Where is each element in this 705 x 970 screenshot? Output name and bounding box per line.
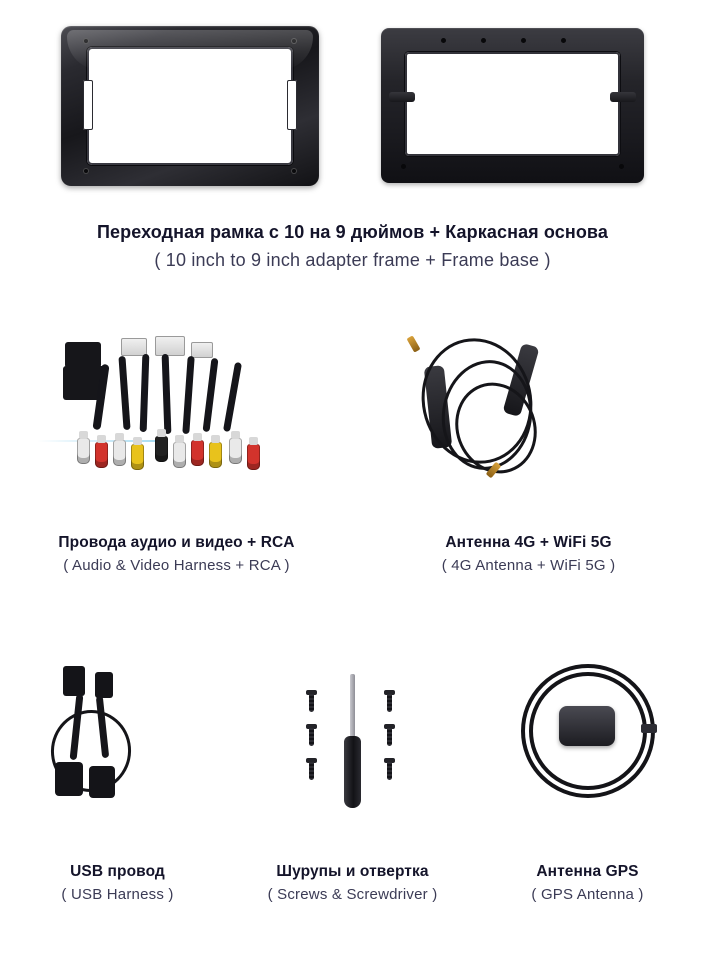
usb-connector-icon [63,666,85,696]
frame-base-hole-icon [441,38,446,43]
gps-antenna-item [470,650,705,905]
rca-plug-red-icon [191,440,204,466]
harness-caption-ru: Провода аудио и видео + RCA [58,534,295,551]
usb-cable-icon [33,650,203,840]
frame-screw-icon [83,168,89,174]
rca-plug-yellow-icon [209,442,222,468]
usb-caption-en: ( USB Harness ) [61,886,174,904]
harness-connector-icon [65,342,101,368]
antenna-caption [353,533,705,576]
gps-caption [470,862,705,905]
gps-antenna-icon [503,650,673,840]
usb-harness-item [0,650,235,905]
antenna-caption-ru: Антенна 4G + WiFi 5G [445,534,612,551]
section-harness-antenna [0,330,705,576]
gps-connector-icon [641,724,657,733]
antenna-icon [404,330,654,505]
screw-icon [386,690,393,712]
harness-white-plug-icon [191,342,213,358]
harness-caption-en: ( Audio & Video Harness + RCA ) [63,557,290,575]
frame-screw-icon [83,38,89,44]
screws-screwdriver-icon [268,650,438,840]
frame-base-hole-icon [401,164,406,169]
screws-screwdriver-item [235,650,470,905]
frame-notch-right [287,80,297,130]
screws-caption [235,862,470,905]
harness-cable [202,358,218,432]
harness-white-plug-icon [121,338,147,356]
antenna-caption-en: ( 4G Antenna + WiFi 5G ) [441,557,616,575]
harness-white-plug-icon [155,336,185,356]
usb-connector-icon [95,672,113,698]
harness-cable [161,354,171,434]
frame-base-tab-icon [389,92,415,102]
rca-plug-white-icon [229,438,242,464]
harness-cable [182,356,194,434]
frame-screw-icon [291,168,297,174]
frame-base-hole-icon [481,38,486,43]
harness-cable [139,354,149,432]
frames-caption-ru: Переходная рамка с 10 на 9 дюймов + Каркасная основа [97,222,608,242]
usb-caption [0,862,235,905]
screwdriver-handle-icon [344,736,361,808]
frame-base-hole-icon [561,38,566,43]
frames-caption-en: ( 10 inch to 9 inch adapter frame + Frame base ) [154,249,551,270]
usb-a-port-icon [89,766,115,798]
audio-video-harness-item [1,330,353,576]
rca-plug-white-icon [77,438,90,464]
section-frames [0,18,705,272]
screw-icon [308,690,315,712]
usb-caption-ru: USB провод [70,863,165,880]
harness-caption [1,533,353,576]
accessories-row [0,650,705,905]
frames-caption [0,221,705,272]
frame-base-hole-icon [521,38,526,43]
screws-caption-ru: Шурупы и отвертка [276,863,429,880]
section-accessories [0,650,705,905]
screw-icon [386,758,393,780]
frame-base-image [381,28,644,183]
rca-plug-white-icon [113,440,126,466]
screw-icon [308,724,315,746]
frame-notch-left [83,80,93,130]
gps-puck-icon [559,706,615,746]
harness-cable [222,362,241,432]
screws-caption-en: ( Screws & Screwdriver ) [267,886,438,904]
frames-image-row [0,18,705,193]
gps-caption-en: ( GPS Antenna ) [531,886,644,904]
screwdriver-shaft-icon [350,674,355,740]
wiring-harness-icon [37,330,317,505]
antenna-4g-wifi-item [353,330,705,576]
gps-caption-ru: Антенна GPS [536,863,639,880]
frame-base-tab-icon [610,92,636,102]
harness-cable [118,356,130,430]
frame-base-hole-icon [619,164,624,169]
rca-plug-red-icon [95,442,108,468]
screw-icon [308,758,315,780]
adapter-frame-image [61,26,319,186]
antenna-connector-icon [406,335,420,352]
usb-a-port-icon [55,762,83,796]
rca-plug-white-icon [173,442,186,468]
rca-plug-black-icon [155,436,168,462]
rca-plug-red-icon [247,444,260,470]
screw-icon [386,724,393,746]
rca-plug-yellow-icon [131,444,144,470]
frame-screw-icon [291,38,297,44]
harness-antenna-row [0,330,705,576]
